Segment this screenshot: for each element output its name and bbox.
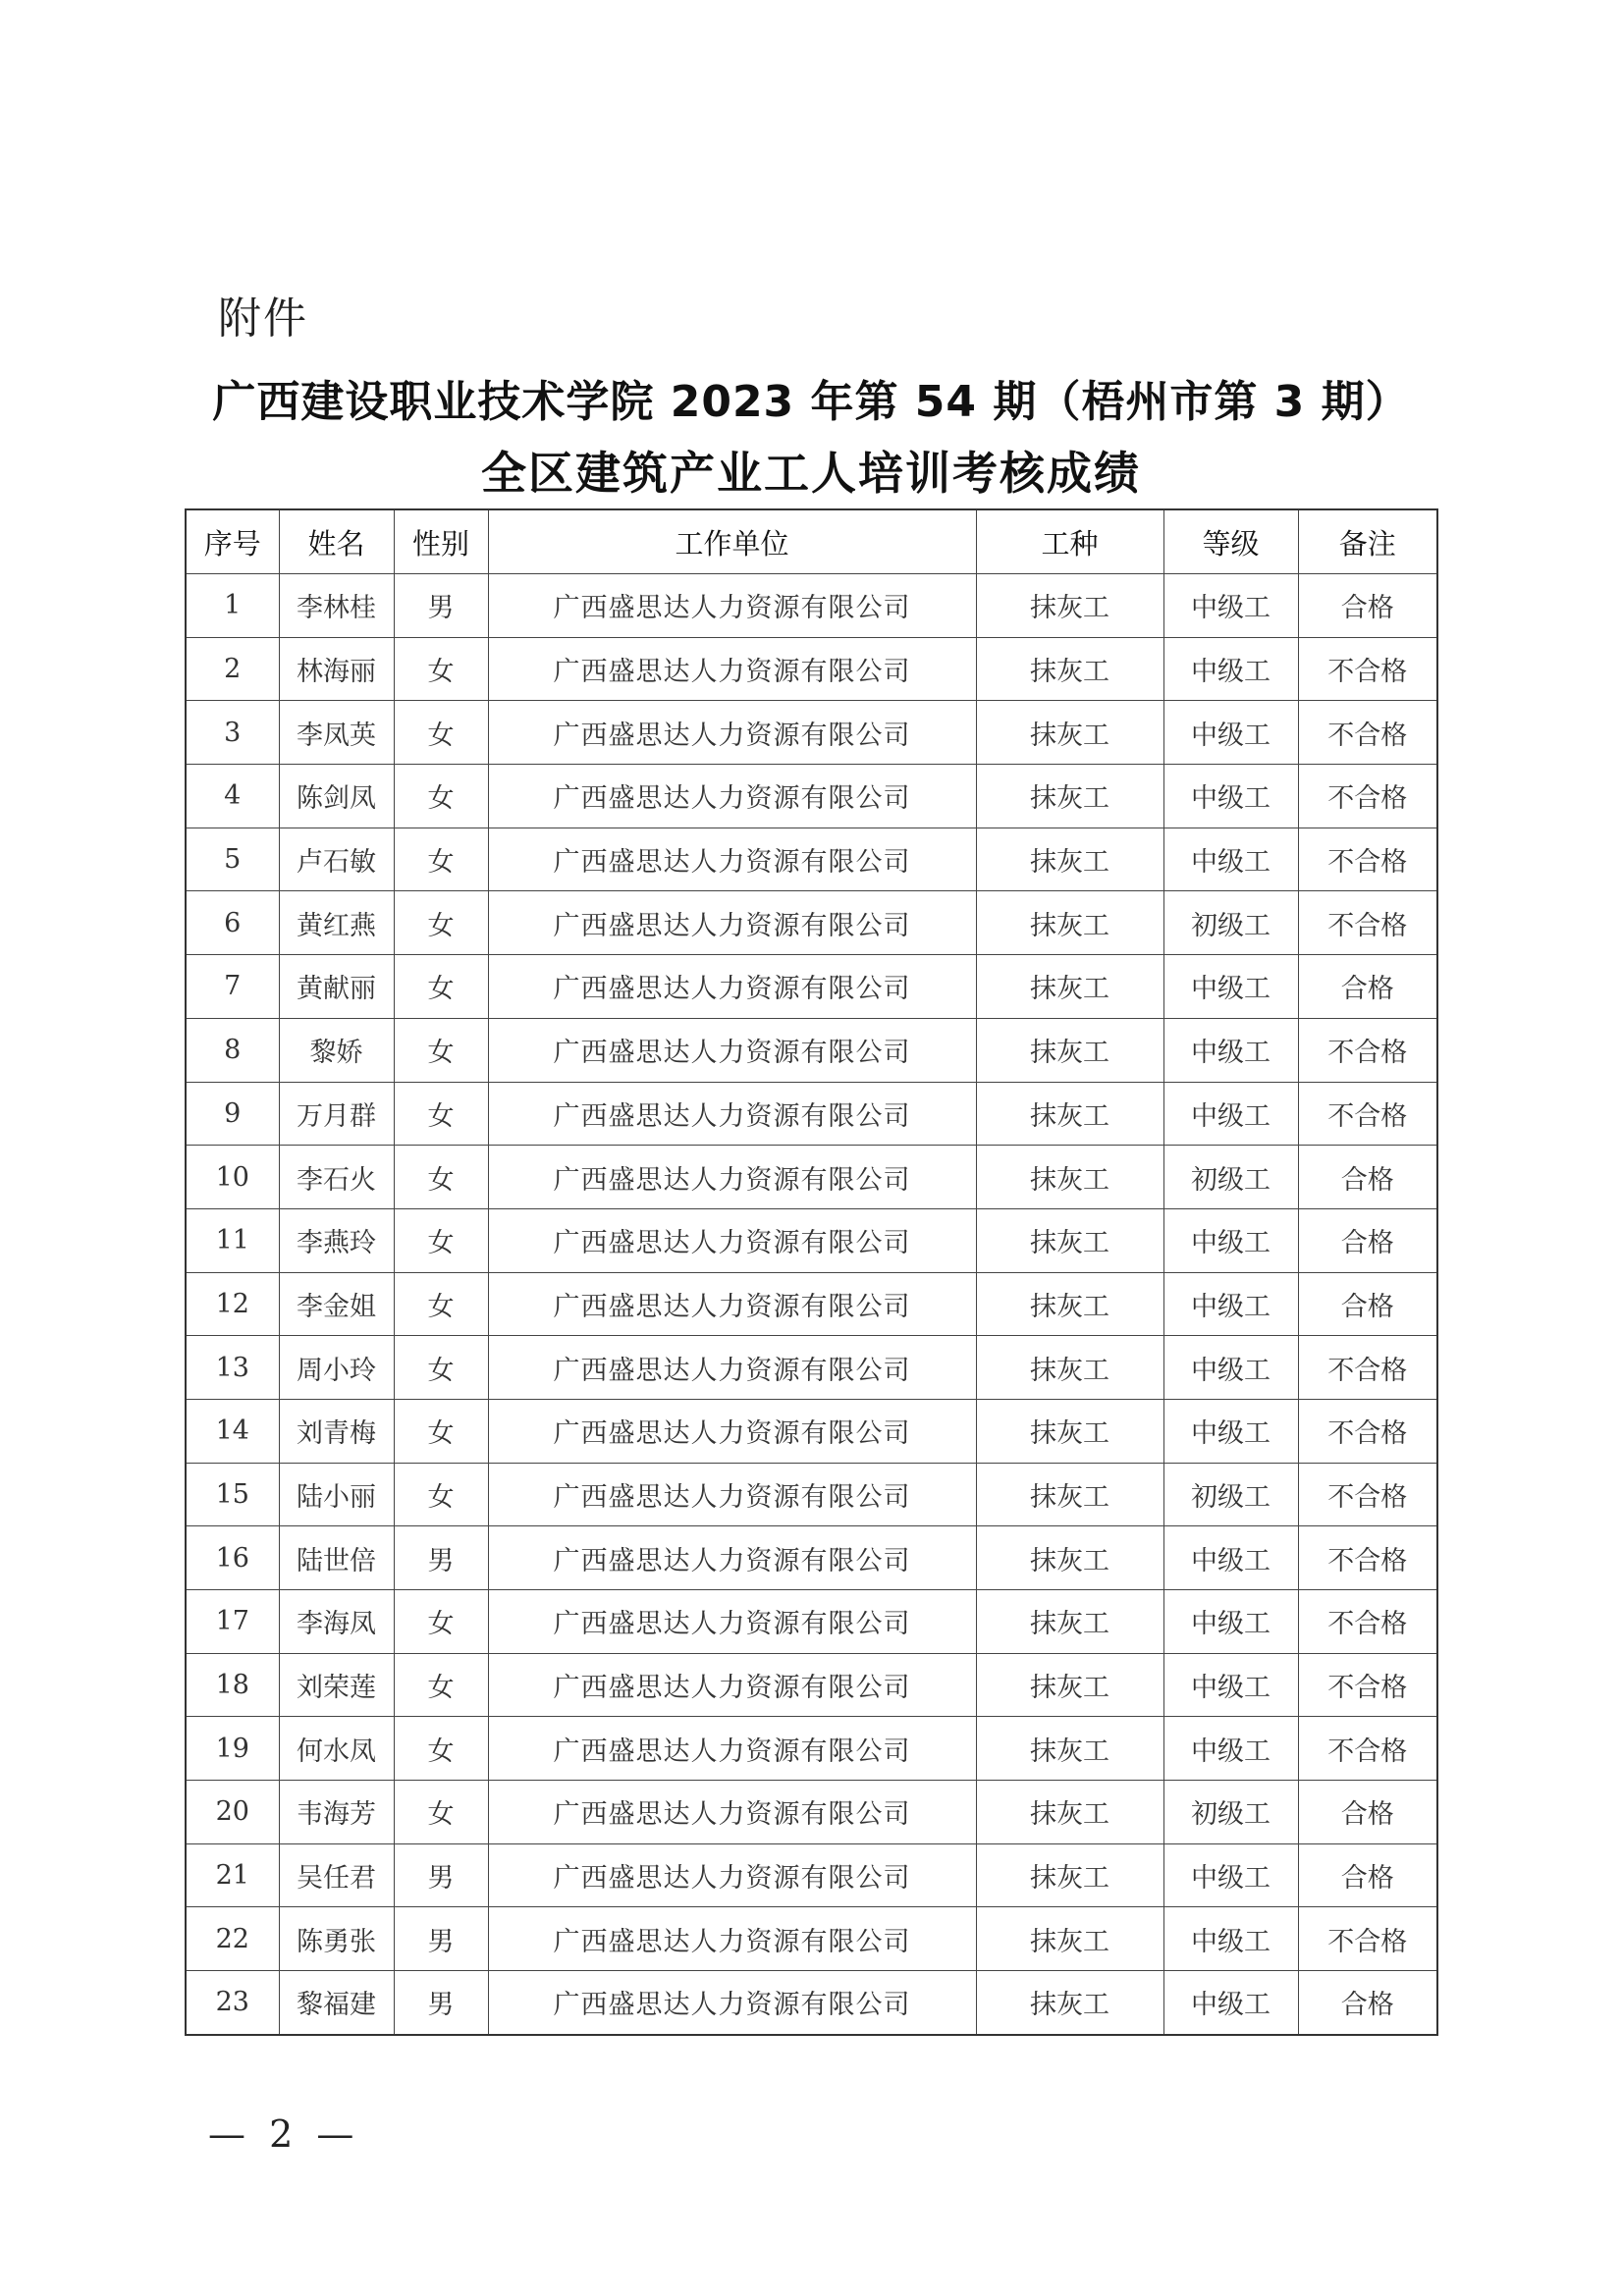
cell-name: 刘荣莲	[279, 1653, 394, 1717]
document-subtitle: 全区建筑产业工人培训考核成绩	[481, 447, 1141, 500]
cell-index: 17	[186, 1590, 279, 1654]
cell-name: 李凤英	[279, 701, 394, 765]
header-trade: 工种	[976, 509, 1163, 574]
cell-remark: 合格	[1298, 1146, 1437, 1209]
cell-trade: 抹灰工	[976, 1590, 1163, 1654]
cell-trade: 抹灰工	[976, 1463, 1163, 1526]
cell-gender: 女	[394, 1590, 488, 1654]
cell-level: 中级工	[1163, 828, 1298, 891]
cell-index: 1	[186, 574, 279, 638]
cell-gender: 男	[394, 574, 488, 638]
cell-name: 黄红燕	[279, 891, 394, 955]
cell-trade: 抹灰工	[976, 1082, 1163, 1146]
cell-level: 中级工	[1163, 1272, 1298, 1336]
cell-name: 韦海芳	[279, 1781, 394, 1844]
cell-level: 中级工	[1163, 1336, 1298, 1400]
cell-employer: 广西盛思达人力资源有限公司	[488, 1653, 976, 1717]
cell-employer: 广西盛思达人力资源有限公司	[488, 1590, 976, 1654]
table-row	[186, 1272, 1437, 1336]
cell-level: 中级工	[1163, 1653, 1298, 1717]
cell-gender: 女	[394, 1781, 488, 1844]
cell-name: 黄献丽	[279, 955, 394, 1019]
cell-index: 12	[186, 1272, 279, 1336]
cell-name: 陆世倍	[279, 1526, 394, 1590]
cell-remark: 不合格	[1298, 1590, 1437, 1654]
cell-name: 何水凤	[279, 1717, 394, 1781]
cell-trade: 抹灰工	[976, 955, 1163, 1019]
cell-gender: 女	[394, 1463, 488, 1526]
cell-gender: 男	[394, 1526, 488, 1590]
cell-remark: 不合格	[1298, 1336, 1437, 1400]
cell-remark: 合格	[1298, 1971, 1437, 2035]
table-row	[186, 1907, 1437, 1971]
cell-employer: 广西盛思达人力资源有限公司	[488, 1907, 976, 1971]
cell-employer: 广西盛思达人力资源有限公司	[488, 1208, 976, 1272]
cell-level: 初级工	[1163, 1781, 1298, 1844]
cell-employer: 广西盛思达人力资源有限公司	[488, 1082, 976, 1146]
cell-trade: 抹灰工	[976, 574, 1163, 638]
cell-gender: 男	[394, 1843, 488, 1907]
cell-index: 7	[186, 955, 279, 1019]
cell-gender: 女	[394, 828, 488, 891]
cell-level: 中级工	[1163, 765, 1298, 828]
cell-level: 中级工	[1163, 1526, 1298, 1590]
cell-employer: 广西盛思达人力资源有限公司	[488, 1781, 976, 1844]
cell-trade: 抹灰工	[976, 1272, 1163, 1336]
cell-name: 李石火	[279, 1146, 394, 1209]
cell-name: 李燕玲	[279, 1208, 394, 1272]
cell-trade: 抹灰工	[976, 1717, 1163, 1781]
cell-level: 中级工	[1163, 1907, 1298, 1971]
cell-employer: 广西盛思达人力资源有限公司	[488, 1717, 976, 1781]
cell-name: 陈勇张	[279, 1907, 394, 1971]
cell-level: 中级工	[1163, 1018, 1298, 1082]
cell-remark: 合格	[1298, 574, 1437, 638]
cell-employer: 广西盛思达人力资源有限公司	[488, 955, 976, 1019]
cell-employer: 广西盛思达人力资源有限公司	[488, 574, 976, 638]
document-title: 广西建设职业技术学院 2023 年第 54 期（梧州市第 3 期）	[212, 377, 1410, 427]
table-row	[186, 1208, 1437, 1272]
cell-index: 2	[186, 637, 279, 701]
cell-trade: 抹灰工	[976, 1526, 1163, 1590]
table-row	[186, 1781, 1437, 1844]
cell-index: 5	[186, 828, 279, 891]
cell-index: 4	[186, 765, 279, 828]
cell-remark: 不合格	[1298, 765, 1437, 828]
table-row	[186, 765, 1437, 828]
cell-remark: 不合格	[1298, 637, 1437, 701]
cell-gender: 女	[394, 1272, 488, 1336]
cell-index: 18	[186, 1653, 279, 1717]
cell-level: 中级工	[1163, 1208, 1298, 1272]
cell-remark: 合格	[1298, 1208, 1437, 1272]
cell-trade: 抹灰工	[976, 1208, 1163, 1272]
table-row	[186, 1018, 1437, 1082]
cell-index: 23	[186, 1971, 279, 2035]
cell-employer: 广西盛思达人力资源有限公司	[488, 1018, 976, 1082]
cell-remark: 不合格	[1298, 1717, 1437, 1781]
cell-level: 中级工	[1163, 1971, 1298, 2035]
table-row	[186, 1843, 1437, 1907]
cell-name: 林海丽	[279, 637, 394, 701]
table-row	[186, 955, 1437, 1019]
cell-employer: 广西盛思达人力资源有限公司	[488, 828, 976, 891]
cell-employer: 广西盛思达人力资源有限公司	[488, 891, 976, 955]
cell-level: 中级工	[1163, 701, 1298, 765]
cell-trade: 抹灰工	[976, 1018, 1163, 1082]
cell-level: 中级工	[1163, 1082, 1298, 1146]
cell-gender: 女	[394, 1018, 488, 1082]
cell-gender: 女	[394, 765, 488, 828]
table-body	[186, 574, 1437, 2035]
cell-gender: 女	[394, 1399, 488, 1463]
cell-index: 21	[186, 1843, 279, 1907]
cell-index: 8	[186, 1018, 279, 1082]
cell-index: 14	[186, 1399, 279, 1463]
header-gender: 性别	[394, 509, 488, 574]
cell-gender: 女	[394, 1653, 488, 1717]
cell-trade: 抹灰工	[976, 891, 1163, 955]
cell-trade: 抹灰工	[976, 1907, 1163, 1971]
table-row	[186, 1653, 1437, 1717]
cell-trade: 抹灰工	[976, 1971, 1163, 2035]
cell-gender: 女	[394, 1208, 488, 1272]
cell-level: 中级工	[1163, 1843, 1298, 1907]
table-row	[186, 1146, 1437, 1209]
cell-employer: 广西盛思达人力资源有限公司	[488, 1843, 976, 1907]
cell-name: 李林桂	[279, 574, 394, 638]
table-row	[186, 1526, 1437, 1590]
cell-remark: 不合格	[1298, 1463, 1437, 1526]
cell-gender: 女	[394, 891, 488, 955]
cell-index: 11	[186, 1208, 279, 1272]
cell-index: 20	[186, 1781, 279, 1844]
cell-remark: 不合格	[1298, 1526, 1437, 1590]
cell-trade: 抹灰工	[976, 701, 1163, 765]
cell-name: 黎福建	[279, 1971, 394, 2035]
table-row	[186, 1399, 1437, 1463]
table-row	[186, 1717, 1437, 1781]
cell-level: 中级工	[1163, 637, 1298, 701]
cell-remark: 不合格	[1298, 701, 1437, 765]
header-name: 姓名	[279, 509, 394, 574]
table-row	[186, 701, 1437, 765]
cell-gender: 女	[394, 1082, 488, 1146]
table-row	[186, 891, 1437, 955]
cell-gender: 女	[394, 1336, 488, 1400]
cell-name: 陈剑凤	[279, 765, 394, 828]
cell-trade: 抹灰工	[976, 765, 1163, 828]
cell-remark: 合格	[1298, 1781, 1437, 1844]
cell-level: 中级工	[1163, 1590, 1298, 1654]
cell-name: 刘青梅	[279, 1399, 394, 1463]
cell-remark: 合格	[1298, 955, 1437, 1019]
table-row	[186, 1336, 1437, 1400]
table-row	[186, 637, 1437, 701]
cell-employer: 广西盛思达人力资源有限公司	[488, 765, 976, 828]
cell-employer: 广西盛思达人力资源有限公司	[488, 701, 976, 765]
cell-index: 13	[186, 1336, 279, 1400]
cell-trade: 抹灰工	[976, 1781, 1163, 1844]
cell-employer: 广西盛思达人力资源有限公司	[488, 1272, 976, 1336]
cell-index: 3	[186, 701, 279, 765]
cell-remark: 不合格	[1298, 1399, 1437, 1463]
scores-table	[185, 508, 1438, 2036]
cell-name: 李海凤	[279, 1590, 394, 1654]
header-index: 序号	[186, 509, 279, 574]
cell-name: 万月群	[279, 1082, 394, 1146]
cell-index: 10	[186, 1146, 279, 1209]
cell-name: 吴任君	[279, 1843, 394, 1907]
cell-index: 19	[186, 1717, 279, 1781]
cell-gender: 男	[394, 1971, 488, 2035]
cell-gender: 女	[394, 637, 488, 701]
table-row	[186, 574, 1437, 638]
cell-name: 李金姐	[279, 1272, 394, 1336]
cell-remark: 不合格	[1298, 828, 1437, 891]
cell-index: 16	[186, 1526, 279, 1590]
page-number: — 2 —	[208, 2112, 360, 2156]
cell-trade: 抹灰工	[976, 637, 1163, 701]
cell-trade: 抹灰工	[976, 1843, 1163, 1907]
cell-remark: 不合格	[1298, 1082, 1437, 1146]
cell-remark: 合格	[1298, 1272, 1437, 1336]
cell-level: 初级工	[1163, 1146, 1298, 1209]
cell-level: 中级工	[1163, 1399, 1298, 1463]
cell-gender: 女	[394, 1146, 488, 1209]
cell-trade: 抹灰工	[976, 1146, 1163, 1209]
cell-gender: 女	[394, 1717, 488, 1781]
table-row	[186, 828, 1437, 891]
cell-trade: 抹灰工	[976, 1399, 1163, 1463]
cell-employer: 广西盛思达人力资源有限公司	[488, 1971, 976, 2035]
cell-name: 陆小丽	[279, 1463, 394, 1526]
table-row	[186, 1971, 1437, 2035]
cell-name: 黎娇	[279, 1018, 394, 1082]
cell-remark: 合格	[1298, 1843, 1437, 1907]
cell-level: 中级工	[1163, 1717, 1298, 1781]
cell-level: 初级工	[1163, 891, 1298, 955]
cell-employer: 广西盛思达人力资源有限公司	[488, 1336, 976, 1400]
cell-index: 6	[186, 891, 279, 955]
table-row	[186, 1082, 1437, 1146]
cell-level: 中级工	[1163, 955, 1298, 1019]
cell-trade: 抹灰工	[976, 828, 1163, 891]
cell-remark: 不合格	[1298, 1653, 1437, 1717]
table-header-row	[186, 509, 1437, 574]
cell-name: 周小玲	[279, 1336, 394, 1400]
cell-gender: 女	[394, 955, 488, 1019]
cell-employer: 广西盛思达人力资源有限公司	[488, 1399, 976, 1463]
cell-name: 卢石敏	[279, 828, 394, 891]
cell-trade: 抹灰工	[976, 1653, 1163, 1717]
cell-employer: 广西盛思达人力资源有限公司	[488, 1526, 976, 1590]
table-row	[186, 1463, 1437, 1526]
header-employer: 工作单位	[488, 509, 976, 574]
cell-remark: 不合格	[1298, 891, 1437, 955]
cell-index: 9	[186, 1082, 279, 1146]
cell-gender: 男	[394, 1907, 488, 1971]
cell-gender: 女	[394, 701, 488, 765]
header-level: 等级	[1163, 509, 1298, 574]
cell-level: 中级工	[1163, 574, 1298, 638]
cell-trade: 抹灰工	[976, 1336, 1163, 1400]
cell-employer: 广西盛思达人力资源有限公司	[488, 1146, 976, 1209]
cell-employer: 广西盛思达人力资源有限公司	[488, 1463, 976, 1526]
cell-remark: 不合格	[1298, 1907, 1437, 1971]
attachment-label: 附件	[218, 294, 308, 344]
cell-level: 初级工	[1163, 1463, 1298, 1526]
header-remark: 备注	[1298, 509, 1437, 574]
table-row	[186, 1590, 1437, 1654]
cell-employer: 广西盛思达人力资源有限公司	[488, 637, 976, 701]
cell-index: 22	[186, 1907, 279, 1971]
cell-index: 15	[186, 1463, 279, 1526]
cell-remark: 不合格	[1298, 1018, 1437, 1082]
